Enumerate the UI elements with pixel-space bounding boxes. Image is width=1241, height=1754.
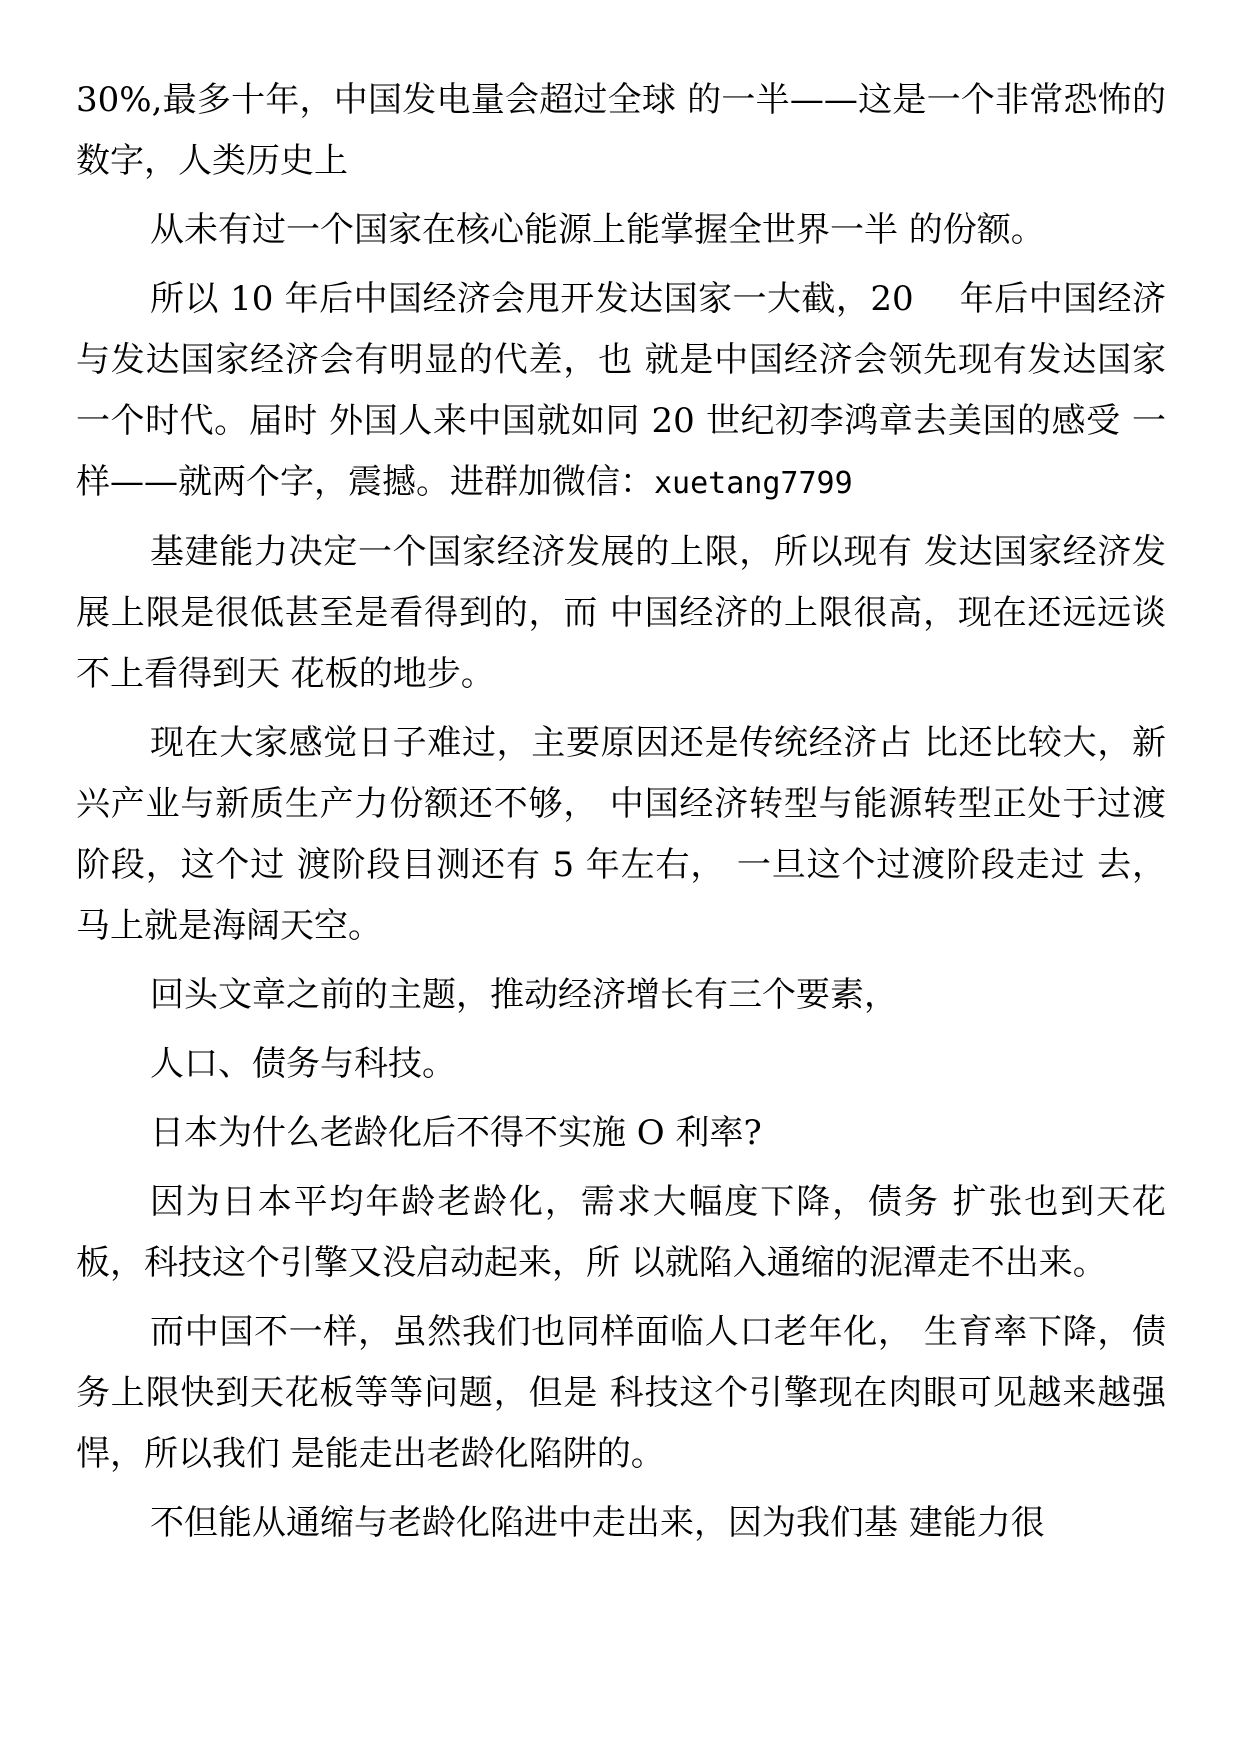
paragraph-6: 回头文章之前的主题，推动经济增长有三个要素， [150,975,898,1015]
paragraph-2: 从未有过一个国家在核心能源上能掌握全世界一半 的份额。 [150,210,1045,250]
paragraph-9: 因为日本平均年龄老龄化，需求大幅度下降，债务 扩张也到天花板，科技这个引擎又没启动起来，所 以就陷入通缩的泥潭走不出来。 [76,1182,1166,1283]
article-body [76,70,1166,1562]
paragraph-4: 基建能力决定一个国家经济发展的上限，所以现有 发达国家经济发展上限是很低甚至是看得到的，而 中国经济的上限很高，现在还远远谈不上看得到天 花板的地步。 [76,532,1166,694]
paragraph-11: 不但能从通缩与老龄化陷进中走出来，因为我们基 建能力很 [150,1503,1045,1543]
paragraph-10: 而中国不一样，虽然我们也同样面临人口老年化， 生育率下降，债务上限快到天花板等等问题，但是 科技这个引擎现在肉眼可见越来越强悍，所以我们 是能走出老龄化陷阱的。 [76,1312,1166,1474]
paragraph-3 [76,269,1166,514]
paragraph-1: 30%,最多十年，中国发电量会超过全球 的一半——这是一个非常恐怖的数字，人类历史上 [76,80,1166,181]
paragraph-8: 日本为什么老龄化后不得不实施 O 利率? [150,1113,762,1153]
wechat-id: xuetang7799 [654,466,853,501]
paragraph-3-text: 所以 10 年后中国经济会甩开发达国家一大截，20 年后中国经济与发达国家经济会有明显的代差，也 就是中国经济会领先现有发达国家一个时代。届时 外国人来中国就如同 20 世纪初李鸿章去美国的感受 一样——就两个字，震撼。进群加微信： [76,279,1166,502]
paragraph-7: 人口、债务与科技。 [150,1044,456,1084]
paragraph-5: 现在大家感觉日子难过，主要原因还是传统经济占 比还比较大，新兴产业与新质生产力份额还不够， 中国经济转型与能源转型正处于过渡阶段，这个过 渡阶段目测还有 5 年左右， 一旦这个过渡阶段走过 去，马上就是海阔天空。 [76,723,1166,946]
